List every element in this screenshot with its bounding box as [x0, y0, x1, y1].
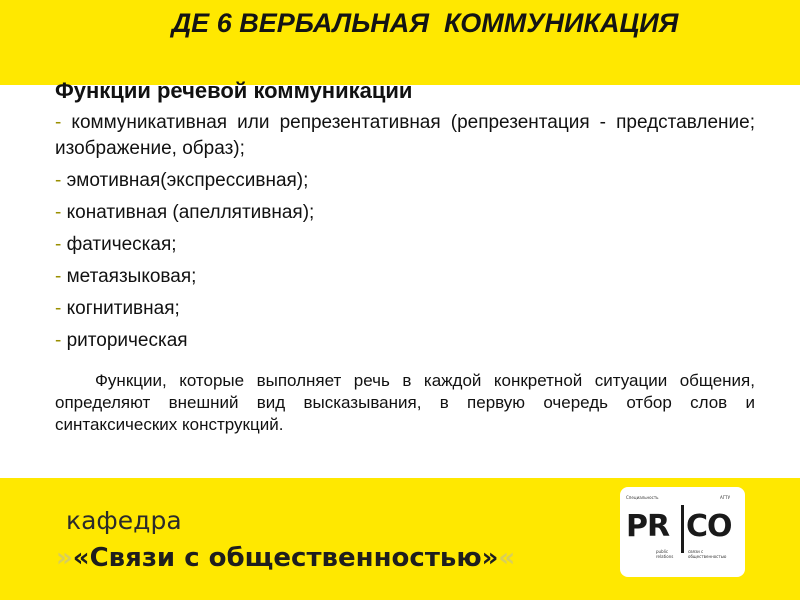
department-name: [56, 543, 515, 573]
section-heading: Функции речевой коммуникации: [55, 78, 413, 103]
list-item: [55, 296, 755, 322]
dash-marker: -: [55, 202, 62, 223]
list-item: [55, 328, 755, 354]
logo-bottom-left-text: public relations: [656, 549, 674, 559]
dash-marker: -: [55, 298, 62, 319]
department-name-text: «Связи с общественностью»: [72, 543, 499, 573]
slide-title: ДЕ 6 ВЕРБАЛЬНАЯ КОММУНИКАЦИЯ: [171, 8, 679, 38]
dash-marker: -: [55, 234, 62, 255]
dash-marker: -: [55, 112, 62, 133]
list-item: [55, 110, 755, 162]
list-item-text: конативная (апеллятивная);: [66, 202, 315, 223]
prco-logo: [620, 487, 745, 577]
logo-top-left-text: Специальность: [626, 495, 659, 500]
logo-co: CO: [686, 509, 732, 544]
functions-list: [55, 110, 755, 354]
list-item-text: риторическая: [66, 330, 188, 351]
logo-bottom-right-text: связи с общественностью: [688, 549, 727, 559]
list-item-text: коммуникативная или репрезентативная (репрезентация - представление; изображение, образ);: [55, 112, 756, 159]
list-item: [55, 168, 755, 194]
logo-top-right-text: АГТУ: [720, 495, 731, 500]
logo-divider: [681, 505, 684, 553]
department-label: кафедра: [66, 506, 182, 535]
dash-marker: -: [55, 330, 62, 351]
content-area: [55, 76, 755, 436]
dash-marker: -: [55, 170, 62, 191]
summary-paragraph: Функции, которые выполняет речь в каждой конкретной ситуации общения, определяют внешний вид высказывания, в первую очередь отбор слов и синтаксических конструкций.: [55, 371, 755, 434]
list-item-text: фатическая;: [66, 234, 177, 255]
list-item: [55, 232, 755, 258]
dash-marker: -: [55, 266, 62, 287]
ghost-quote-right: «: [498, 543, 516, 573]
logo-pr: PR: [626, 509, 670, 544]
ghost-quote-left: »: [56, 543, 73, 573]
list-item-text: метаязыковая;: [66, 266, 197, 287]
list-item: [55, 264, 755, 290]
list-item-text: когнитивная;: [66, 298, 180, 319]
list-item: [55, 200, 755, 226]
list-item-text: эмотивная(экспрессивная);: [66, 170, 309, 191]
